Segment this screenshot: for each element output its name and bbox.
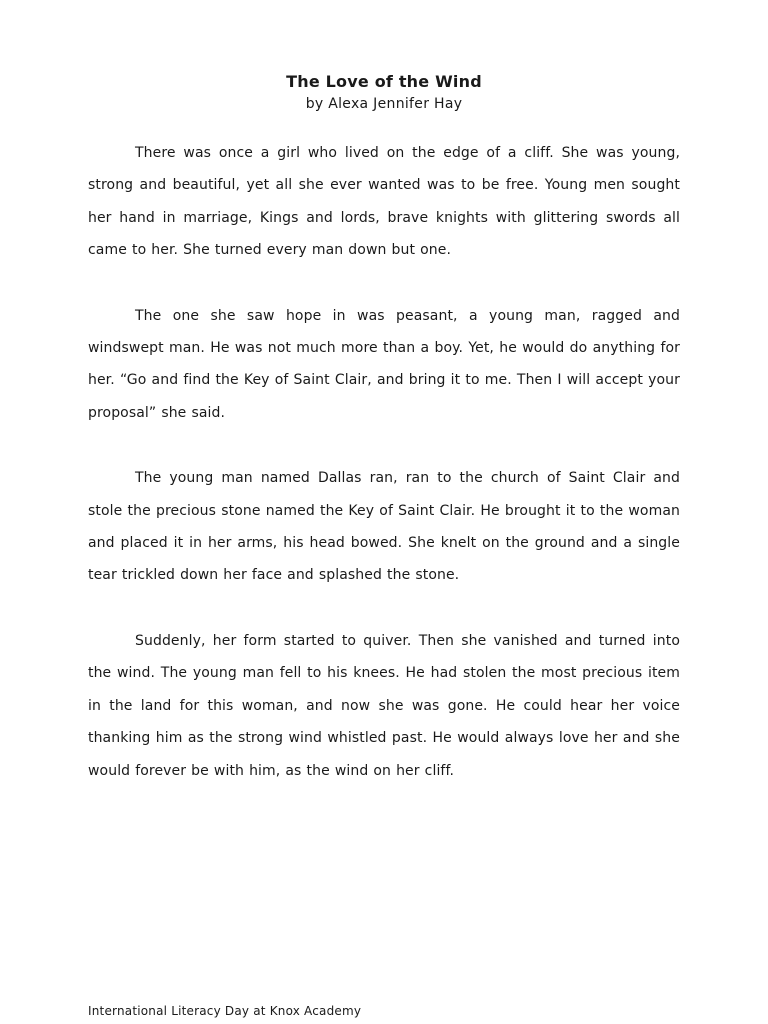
story-paragraph: The young man named Dallas ran, ran to the church of Saint Clair and stole the precious stone named the Key of Saint Clair. He brought it to the woman and placed it in her arms, his head bowed. She knelt on the ground and a single tear trickled down her face and splashed the stone.: [88, 470, 680, 584]
story-paragraph: Suddenly, her form started to quiver. Then she vanished and turned into the wind. The young man fell to his knees. He had stolen the most precious item in the land for this woman, and now she was gone. He could hear her voice thanking him as the strong wind whistled past. He would always love her and she would forever be with him, as the wind on her cliff.: [88, 632, 680, 779]
author-byline: by Alexa Jennifer Hay: [305, 96, 463, 112]
story-body: [88, 137, 680, 820]
story-paragraph: There was once a girl who lived on the edge of a cliff. She was young, strong and beautiful, yet all she ever wanted was to be free. Young men sought her hand in marriage, Kings and lords, brave knights with glittering swords all came to her. She turned every man down but one.: [88, 145, 680, 259]
page-footer: International Literacy Day at Knox Academy: [88, 1004, 362, 1018]
story-paragraph: The one she saw hope in was peasant, a young man, ragged and windswept man. He was not much more than a boy. Yet, he would do anything for her. “Go and find the Key of Saint Clair, and bring it to me. Then I will accept your proposal” she said.: [88, 307, 680, 421]
story-title: The Love of the Wind: [286, 72, 482, 91]
